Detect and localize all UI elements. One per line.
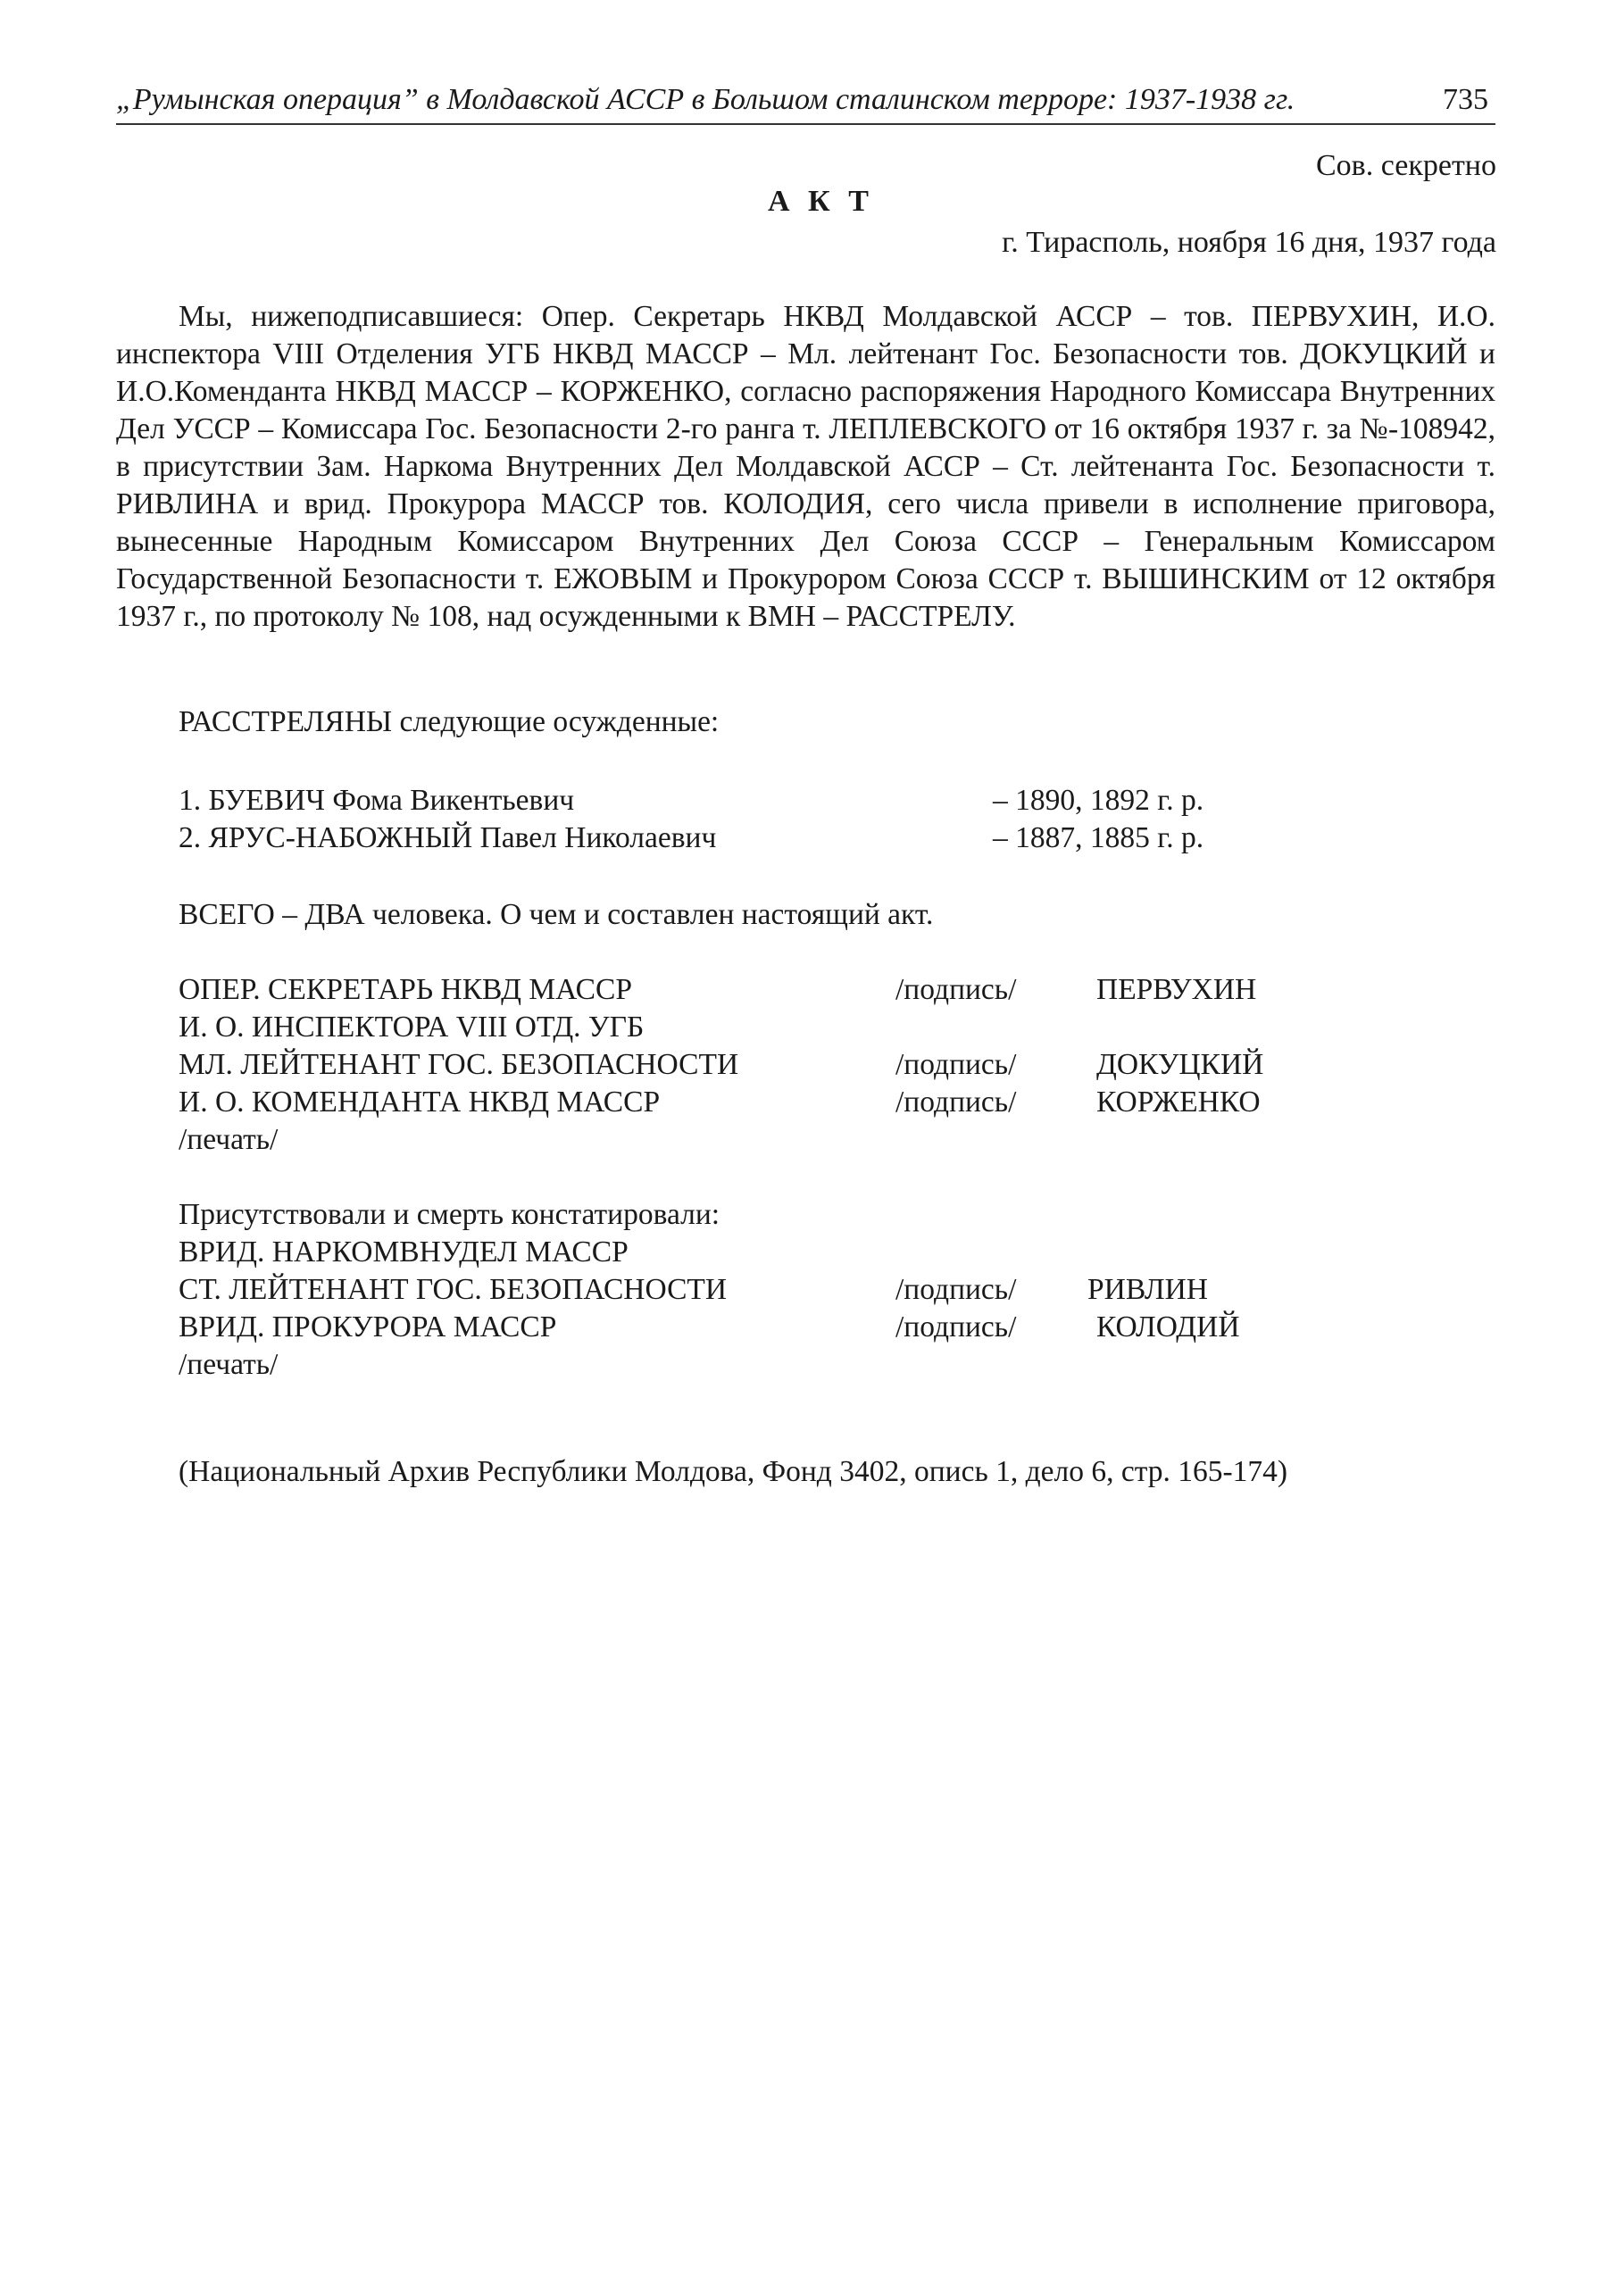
witness1-position-line2: СТ. ЛЕЙТЕНАНТ ГОС. БЕЗОПАСНОСТИ [179,1273,728,1306]
witness1-signature: /подпись/ [895,1273,1017,1306]
witness2-name: КОЛОДИЙ [1096,1310,1240,1343]
witnesses-intro: Присутствовали и смерть констатировали: [179,1198,720,1231]
page-number: 735 [1443,83,1488,116]
archive-source: (Национальный Архив Республики Молдова, Фонд 3402, опись 1, дело 6, стр. 165-174) [179,1455,1288,1488]
witness2-signature: /подпись/ [895,1310,1017,1343]
officer1-signature: /подпись/ [895,973,1017,1006]
place-date: г. Тирасполь, ноября 16 дня, 1937 года [1002,226,1496,259]
classification-mark: Сов. секретно [1316,149,1496,182]
running-title: „Румынская операция” в Молдавской АССР в Большом сталинском терроре: 1937-1938 гг. [116,83,1295,116]
executed-name-2: 2. ЯРУС-НАБОЖНЫЙ Павел Николаевич [179,821,717,854]
officer1-position: ОПЕР. СЕКРЕТАРЬ НКВД МАССР [179,973,632,1006]
stamp-note-1: /печать/ [179,1123,279,1156]
body-paragraph: Мы, нижеподписавшиеся: Опер. Секретарь НКВД Молдавской АССР – тов. ПЕРВУХИН, И.О. инспектора VIII Отделения УГБ НКВД МАССР – Мл. лейтенант Гос. Безопасности тов. ДОКУЦКИЙ и И.О.Коменданта НКВД МАССР – КОРЖЕНКО, согласно распоряжения Народного Комиссара Внутренних Дел УССР – Комиссара Гос. Безопасности 2-го ранга т. ЛЕПЛЕВСКОГО от 16 октября 1937 г. за №-108942, в присутствии Зам. Наркома Внутренних Дел Молдавской АССР – Ст. лейтенанта Гос. Безопасности т. РИВЛИНА и врид. Прокурора МАССР тов. КОЛОДИЯ, сего числа привели в исполнение приговора, вынесенные Народным Комиссаром Внутренних Дел Союза СССР – Генеральным Комиссаром Государственной Безопасности т. ЕЖОВЫМ и Прокурором Союза СССР т. ВЫШИНСКИМ от 12 октября 1937 г., по протоколу № 108, над осужденными к ВМН – РАССТРЕЛУ. [116,300,1495,633]
officer2-signature: /подпись/ [895,1048,1017,1081]
officer2-position-line2: МЛ. ЛЕЙТЕНАНТ ГОС. БЕЗОПАСНОСТИ [179,1048,739,1081]
stamp-note-2: /печать/ [179,1348,279,1381]
witness1-position-line1: ВРИД. НАРКОМВНУДЕЛ МАССР [179,1235,629,1269]
document-title: А К Т [768,185,874,218]
witness1-name: РИВЛИН [1087,1273,1208,1306]
executed-name-1: 1. БУЕВИЧ Фома Викентьевич [179,784,575,817]
officer3-position: И. О. КОМЕНДАНТА НКВД МАССР [179,1086,661,1119]
executed-years-2: – 1887, 1885 г. р. [993,821,1204,854]
officer3-signature: /подпись/ [895,1086,1017,1119]
officer2-name: ДОКУЦКИЙ [1096,1048,1264,1081]
running-header [116,77,1495,125]
executed-intro: РАССТРЕЛЯНЫ следующие осужденные: [179,705,720,738]
officer2-position-line1: И. О. ИНСПЕКТОРА VIII ОТД. УГБ [179,1011,645,1044]
officer3-name: КОРЖЕНКО [1096,1086,1261,1119]
witness2-position: ВРИД. ПРОКУРОРА МАССР [179,1310,557,1343]
officer1-name: ПЕРВУХИН [1096,973,1257,1006]
executed-years-1: – 1890, 1892 г. р. [993,784,1204,817]
total-line: ВСЕГО – ДВА человека. О чем и составлен настоящий акт. [179,898,934,931]
